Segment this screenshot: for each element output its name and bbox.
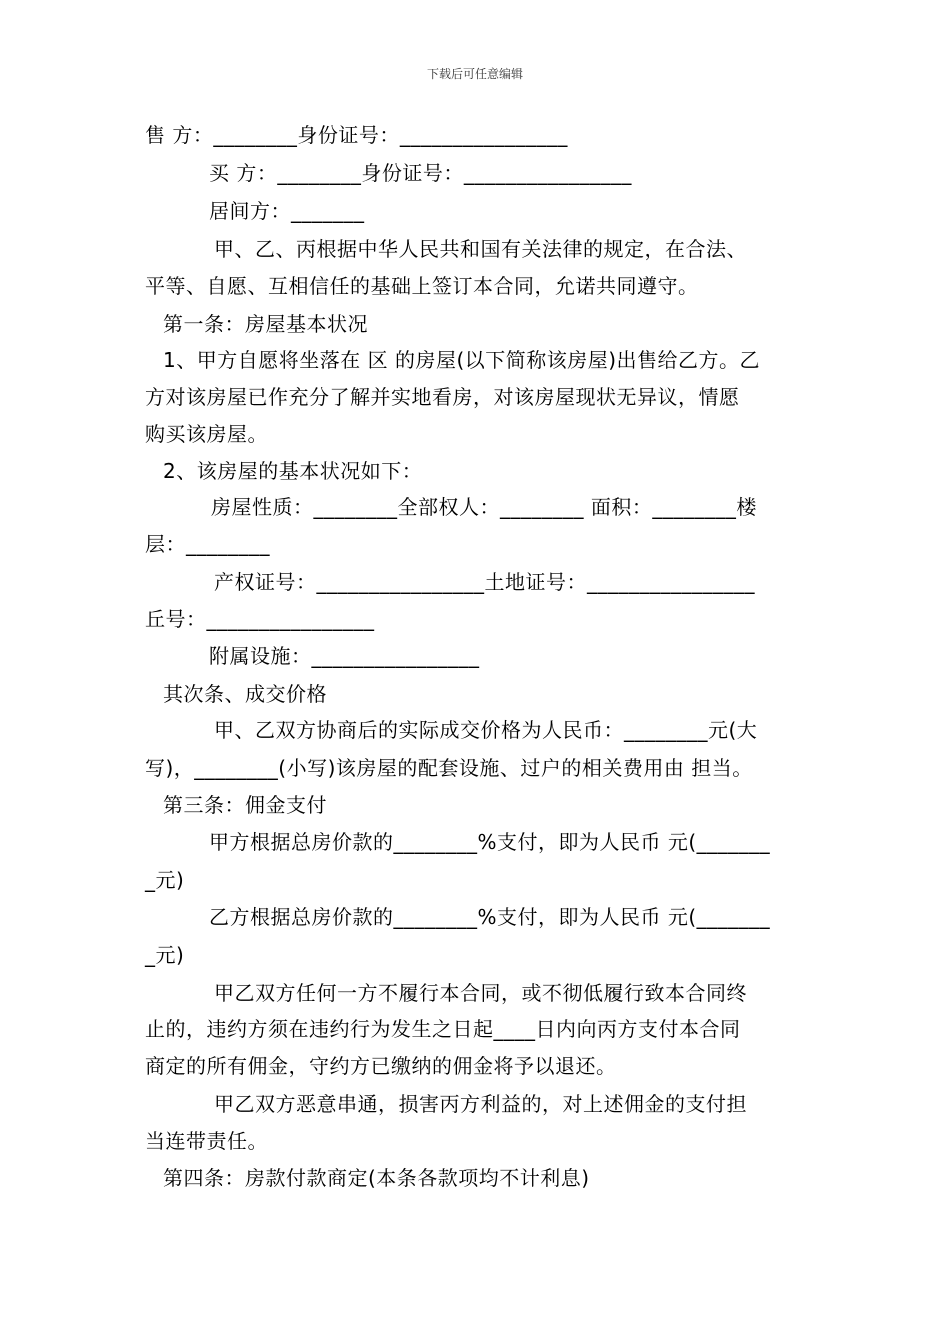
preamble-line-1: 甲、乙、丙根据中华人民共和国有关法律的规定，在合法、 bbox=[214, 237, 747, 261]
facilities-line: 附属设施：________________ bbox=[209, 644, 480, 668]
article-3-heading: 第三条：佣金支付 bbox=[163, 793, 327, 817]
party-b-commission-line-1: 乙方根据总房价款的________%支付，即为人民币 元(_______ bbox=[209, 905, 771, 929]
article-2-heading: 其次条、成交价格 bbox=[163, 682, 327, 706]
preamble-line-2: 平等、自愿、互相信任的基础上签订本合同，允诺共同遵守。 bbox=[145, 274, 699, 298]
seller-line: 售 方：________身份证号：________________ bbox=[145, 123, 568, 147]
article-1-clause-1-line-1: 1、甲方自愿将坐落在 区 的房屋(以下简称该房屋)出售给乙方。乙 bbox=[163, 348, 761, 372]
breach-line-2: 止的，违约方须在违约行为发生之日起____日内向丙方支付本合同 bbox=[145, 1017, 741, 1041]
page-header: 下载后可任意编辑 bbox=[426, 67, 523, 81]
plot-number-line: 丘号：________________ bbox=[145, 607, 375, 631]
property-cert-line: 产权证号：________________土地证号：________________ bbox=[214, 570, 755, 594]
price-line-1: 甲、乙双方协商后的实际成交价格为人民币：________元(大 bbox=[214, 718, 758, 742]
collusion-line-2: 当连带责任。 bbox=[145, 1129, 268, 1153]
price-line-2: 写)，________(小写)该房屋的配套设施、过户的相关费用由 担当。 bbox=[145, 756, 753, 780]
intermediary-line: 居间方：_______ bbox=[209, 199, 365, 223]
floor-line: 层：________ bbox=[145, 532, 270, 556]
article-4-heading: 第四条：房款付款商定(本条各款项均不计利息) bbox=[163, 1166, 590, 1190]
article-1-clause-2: 2、该房屋的基本状况如下： bbox=[163, 459, 423, 483]
property-nature-line: 房屋性质：________全部权人：________ 面积：________楼 bbox=[211, 495, 757, 519]
party-a-commission-line-2: _元) bbox=[145, 868, 185, 892]
article-1-clause-1-line-2: 方对该房屋已作充分了解并实地看房，对该房屋现状无异议，情愿 bbox=[145, 385, 740, 409]
article-1-heading: 第一条：房屋基本状况 bbox=[163, 312, 368, 336]
buyer-line: 买 方：________身份证号：________________ bbox=[209, 161, 632, 185]
breach-line-3: 商定的所有佣金，守约方已缴纳的佣金将予以退还。 bbox=[145, 1054, 617, 1078]
collusion-line-1: 甲乙双方恶意串通，损害丙方利益的，对上述佣金的支付担 bbox=[214, 1092, 747, 1116]
breach-line-1: 甲乙双方任何一方不履行本合同，或不彻低履行致本合同终 bbox=[214, 981, 747, 1005]
party-b-commission-line-2: _元) bbox=[145, 943, 185, 967]
article-1-clause-1-line-3: 购买该房屋。 bbox=[145, 422, 268, 446]
party-a-commission-line-1: 甲方根据总房价款的________%支付，即为人民币 元(_______ bbox=[209, 830, 771, 854]
